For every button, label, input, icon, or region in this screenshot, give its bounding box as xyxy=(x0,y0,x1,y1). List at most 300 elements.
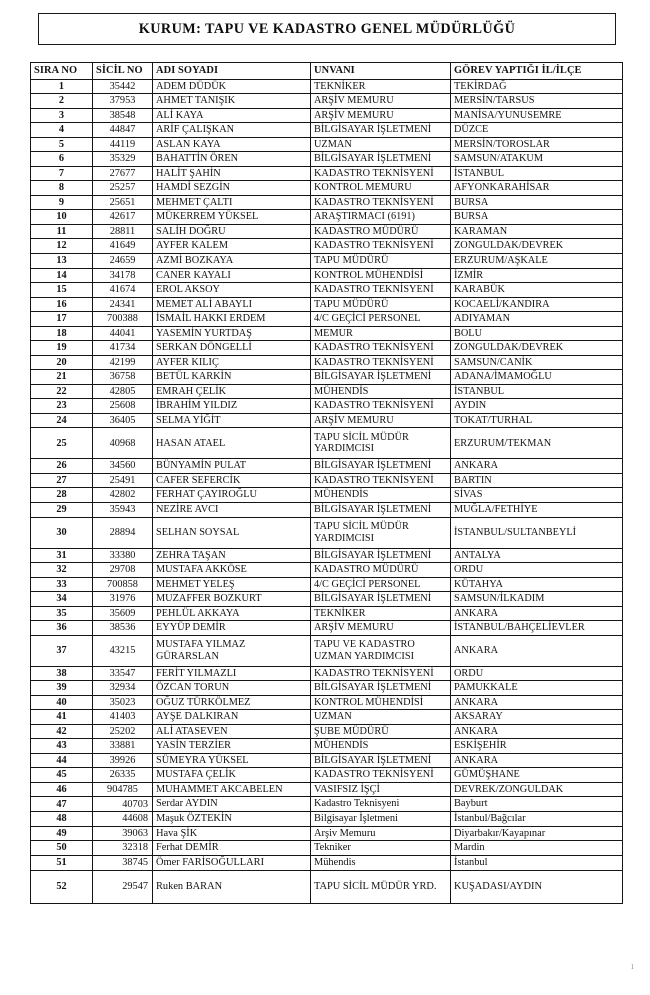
cell-sira-no: 27 xyxy=(31,473,93,488)
cell-unvani: Bilgisayar İşletmeni xyxy=(311,812,451,827)
institution-title-box xyxy=(38,13,616,45)
cell-sicil-no: 39063 xyxy=(93,826,153,841)
cell-sira-no: 42 xyxy=(31,724,93,739)
cell-sicil-no: 25608 xyxy=(93,399,153,414)
cell-unvani: KADASTRO TEKNİSYENİ xyxy=(311,195,451,210)
cell-sira-no: 20 xyxy=(31,355,93,370)
table-header-row xyxy=(31,63,623,80)
cell-gorev-yeri: İZMİR xyxy=(451,268,623,283)
table-row xyxy=(31,826,623,841)
cell-unvani: UZMAN xyxy=(311,710,451,725)
cell-sira-no: 30 xyxy=(31,517,93,548)
cell-sicil-no: 25257 xyxy=(93,181,153,196)
table-row xyxy=(31,355,623,370)
cell-gorev-yeri: DEVREK/ZONGULDAK xyxy=(451,782,623,797)
cell-gorev-yeri: ANKARA xyxy=(451,635,623,666)
cell-unvani: TAPU MÜDÜRÜ xyxy=(311,297,451,312)
table-row xyxy=(31,710,623,725)
cell-gorev-yeri: KUŞADASI/AYDIN xyxy=(451,870,623,903)
table-row xyxy=(31,592,623,607)
cell-sicil-no: 700858 xyxy=(93,577,153,592)
table-row xyxy=(31,326,623,341)
table-row xyxy=(31,459,623,474)
cell-sira-no: 11 xyxy=(31,224,93,239)
cell-adi-soyadi: FERHAT ÇAYIROĞLU xyxy=(153,488,311,503)
cell-unvani: KADASTRO TEKNİSYENİ xyxy=(311,666,451,681)
cell-gorev-yeri: BARTIN xyxy=(451,473,623,488)
cell-gorev-yeri: BURSA xyxy=(451,195,623,210)
cell-sira-no: 52 xyxy=(31,870,93,903)
cell-unvani: MÜHENDİS xyxy=(311,384,451,399)
table-row xyxy=(31,621,623,636)
cell-unvani: BİLGİSAYAR İŞLETMENİ xyxy=(311,370,451,385)
cell-gorev-yeri: TOKAT/TURHAL xyxy=(451,413,623,428)
cell-sicil-no: 35329 xyxy=(93,152,153,167)
cell-unvani: KONTROL MEMURU xyxy=(311,181,451,196)
cell-sira-no: 7 xyxy=(31,166,93,181)
cell-sicil-no: 38536 xyxy=(93,621,153,636)
table-row xyxy=(31,841,623,856)
cell-adi-soyadi: ADEM DÜDÜK xyxy=(153,79,311,94)
cell-sira-no: 19 xyxy=(31,341,93,356)
cell-adi-soyadi: ALİ ATASEVEN xyxy=(153,724,311,739)
column-header-gorev-yeri: GÖREV YAPTIĞI İL/İLÇE xyxy=(451,63,623,80)
cell-unvani: UZMAN xyxy=(311,137,451,152)
cell-sira-no: 12 xyxy=(31,239,93,254)
cell-gorev-yeri: KARAMAN xyxy=(451,224,623,239)
cell-sira-no: 24 xyxy=(31,413,93,428)
cell-adi-soyadi: SELHAN SOYSAL xyxy=(153,517,311,548)
cell-gorev-yeri: İstanbul xyxy=(451,856,623,871)
cell-sicil-no: 26335 xyxy=(93,768,153,783)
cell-gorev-yeri: ERZURUM/AŞKALE xyxy=(451,254,623,269)
cell-sira-no: 28 xyxy=(31,488,93,503)
cell-adi-soyadi: HALİT ŞAHİN xyxy=(153,166,311,181)
cell-unvani: Mühendis xyxy=(311,856,451,871)
table-row xyxy=(31,606,623,621)
table-row xyxy=(31,870,623,903)
cell-adi-soyadi: ASLAN KAYA xyxy=(153,137,311,152)
cell-sicil-no: 35943 xyxy=(93,502,153,517)
cell-sira-no: 34 xyxy=(31,592,93,607)
cell-adi-soyadi: YASİN TERZİER xyxy=(153,739,311,754)
cell-sicil-no: 32318 xyxy=(93,841,153,856)
cell-sira-no: 47 xyxy=(31,797,93,812)
cell-unvani: MÜHENDİS xyxy=(311,739,451,754)
table-row xyxy=(31,195,623,210)
cell-adi-soyadi: AHMET TANIŞIK xyxy=(153,94,311,109)
table-row xyxy=(31,577,623,592)
cell-adi-soyadi: Ferhat DEMİR xyxy=(153,841,311,856)
cell-sicil-no: 24341 xyxy=(93,297,153,312)
cell-adi-soyadi: MUZAFFER BOZKURT xyxy=(153,592,311,607)
cell-sira-no: 22 xyxy=(31,384,93,399)
table-row xyxy=(31,254,623,269)
cell-unvani: TEKNİKER xyxy=(311,606,451,621)
cell-gorev-yeri: İSTANBUL/SULTANBEYLİ xyxy=(451,517,623,548)
cell-adi-soyadi: FERİT YILMAZLI xyxy=(153,666,311,681)
cell-unvani: ŞUBE MÜDÜRÜ xyxy=(311,724,451,739)
cell-sicil-no: 35609 xyxy=(93,606,153,621)
cell-sicil-no: 904785 xyxy=(93,782,153,797)
cell-adi-soyadi: Serdar AYDIN xyxy=(153,797,311,812)
table-row xyxy=(31,370,623,385)
table-row xyxy=(31,739,623,754)
table-row xyxy=(31,239,623,254)
cell-adi-soyadi: BETÜL KARKİN xyxy=(153,370,311,385)
table-row xyxy=(31,666,623,681)
cell-gorev-yeri: AFYONKARAHİSAR xyxy=(451,181,623,196)
cell-adi-soyadi: MEHMET YELEŞ xyxy=(153,577,311,592)
table-row xyxy=(31,812,623,827)
cell-sicil-no: 29547 xyxy=(93,870,153,903)
cell-gorev-yeri: ERZURUM/TEKMAN xyxy=(451,428,623,459)
cell-unvani: BİLGİSAYAR İŞLETMENİ xyxy=(311,592,451,607)
cell-gorev-yeri: ANKARA xyxy=(451,459,623,474)
cell-sira-no: 2 xyxy=(31,94,93,109)
cell-gorev-yeri: İSTANBUL xyxy=(451,166,623,181)
page-title: KURUM: TAPU VE KADASTRO GENEL MÜDÜRLÜĞÜ xyxy=(138,20,516,37)
cell-unvani: BİLGİSAYAR İŞLETMENİ xyxy=(311,681,451,696)
cell-gorev-yeri: ESKİŞEHİR xyxy=(451,739,623,754)
cell-sira-no: 1 xyxy=(31,79,93,94)
table-row xyxy=(31,797,623,812)
cell-sira-no: 16 xyxy=(31,297,93,312)
cell-gorev-yeri: ZONGULDAK/DEVREK xyxy=(451,341,623,356)
cell-adi-soyadi: İBRAHİM YILDIZ xyxy=(153,399,311,414)
cell-adi-soyadi: PEHLÜL AKKAYA xyxy=(153,606,311,621)
cell-gorev-yeri: TEKİRDAĞ xyxy=(451,79,623,94)
cell-gorev-yeri: GÜMÜŞHANE xyxy=(451,768,623,783)
cell-sira-no: 51 xyxy=(31,856,93,871)
table-row xyxy=(31,137,623,152)
cell-unvani: KONTROL MÜHENDİSİ xyxy=(311,695,451,710)
table-row xyxy=(31,548,623,563)
table-row xyxy=(31,413,623,428)
cell-unvani: TAPU SİCİL MÜDÜR YARDIMCISI xyxy=(311,428,451,459)
cell-unvani: BİLGİSAYAR İŞLETMENİ xyxy=(311,548,451,563)
cell-adi-soyadi: Ömer FARİSOĞULLARI xyxy=(153,856,311,871)
table-body xyxy=(31,79,623,903)
cell-gorev-yeri: İSTANBUL xyxy=(451,384,623,399)
cell-sira-no: 9 xyxy=(31,195,93,210)
cell-sicil-no: 34178 xyxy=(93,268,153,283)
cell-gorev-yeri: SAMSUN/İLKADIM xyxy=(451,592,623,607)
cell-adi-soyadi: ARİF ÇALIŞKAN xyxy=(153,123,311,138)
cell-adi-soyadi: YASEMİN YURTDAŞ xyxy=(153,326,311,341)
cell-sicil-no: 44119 xyxy=(93,137,153,152)
cell-adi-soyadi: Maşuk ÖZTEKİN xyxy=(153,812,311,827)
cell-gorev-yeri: ADIYAMAN xyxy=(451,312,623,327)
cell-gorev-yeri: ZONGULDAK/DEVREK xyxy=(451,239,623,254)
cell-adi-soyadi: MUSTAFA YILMAZ GÜRARSLAN xyxy=(153,635,311,666)
cell-gorev-yeri: PAMUKKALE xyxy=(451,681,623,696)
cell-sira-no: 17 xyxy=(31,312,93,327)
cell-unvani: 4/C GEÇİCİ PERSONEL xyxy=(311,577,451,592)
page-number: 1 xyxy=(630,963,634,971)
table-row xyxy=(31,695,623,710)
table-row xyxy=(31,517,623,548)
cell-gorev-yeri: KOCAELİ/KANDIRA xyxy=(451,297,623,312)
cell-sira-no: 40 xyxy=(31,695,93,710)
cell-sicil-no: 41734 xyxy=(93,341,153,356)
cell-sicil-no: 33881 xyxy=(93,739,153,754)
cell-unvani: Arşiv Memuru xyxy=(311,826,451,841)
cell-unvani: KONTROL MÜHENDİSİ xyxy=(311,268,451,283)
cell-sicil-no: 28811 xyxy=(93,224,153,239)
cell-gorev-yeri: ORDU xyxy=(451,563,623,578)
cell-sira-no: 8 xyxy=(31,181,93,196)
cell-gorev-yeri: KÜTAHYA xyxy=(451,577,623,592)
cell-sicil-no: 33547 xyxy=(93,666,153,681)
cell-sicil-no: 44608 xyxy=(93,812,153,827)
cell-unvani: KADASTRO MÜDÜRÜ xyxy=(311,224,451,239)
cell-gorev-yeri: MERSİN/TOROSLAR xyxy=(451,137,623,152)
cell-sicil-no: 24659 xyxy=(93,254,153,269)
cell-gorev-yeri: ANKARA xyxy=(451,753,623,768)
table-row xyxy=(31,79,623,94)
cell-gorev-yeri: MUĞLA/FETHİYE xyxy=(451,502,623,517)
cell-unvani: KADASTRO TEKNİSYENİ xyxy=(311,166,451,181)
cell-adi-soyadi: EYYÜP DEMİR xyxy=(153,621,311,636)
table-row xyxy=(31,399,623,414)
cell-unvani: KADASTRO TEKNİSYENİ xyxy=(311,283,451,298)
cell-adi-soyadi: EMRAH ÇELİK xyxy=(153,384,311,399)
cell-adi-soyadi: SERKAN DÖNGELLİ xyxy=(153,341,311,356)
cell-sira-no: 38 xyxy=(31,666,93,681)
column-header-unvani: UNVANI xyxy=(311,63,451,80)
cell-sira-no: 26 xyxy=(31,459,93,474)
cell-sicil-no: 38548 xyxy=(93,108,153,123)
cell-unvani: MÜHENDİS xyxy=(311,488,451,503)
cell-gorev-yeri: MERSİN/TARSUS xyxy=(451,94,623,109)
cell-gorev-yeri: SAMSUN/CANİK xyxy=(451,355,623,370)
table-row xyxy=(31,473,623,488)
cell-unvani: KADASTRO TEKNİSYENİ xyxy=(311,473,451,488)
table-row xyxy=(31,724,623,739)
cell-adi-soyadi: MEMET ALİ ABAYLI xyxy=(153,297,311,312)
cell-sicil-no: 38745 xyxy=(93,856,153,871)
cell-unvani: ARAŞTIRMACI (6191) xyxy=(311,210,451,225)
cell-sicil-no: 40968 xyxy=(93,428,153,459)
table-row xyxy=(31,856,623,871)
cell-unvani: MEMUR xyxy=(311,326,451,341)
cell-gorev-yeri: ANKARA xyxy=(451,724,623,739)
table-row xyxy=(31,210,623,225)
cell-sira-no: 45 xyxy=(31,768,93,783)
cell-sira-no: 21 xyxy=(31,370,93,385)
cell-gorev-yeri: AYDIN xyxy=(451,399,623,414)
cell-sicil-no: 28894 xyxy=(93,517,153,548)
cell-adi-soyadi: OĞUZ TÜRKÖLMEZ xyxy=(153,695,311,710)
cell-sira-no: 31 xyxy=(31,548,93,563)
cell-sira-no: 32 xyxy=(31,563,93,578)
cell-sira-no: 44 xyxy=(31,753,93,768)
cell-adi-soyadi: MUHAMMET AKCABELEN xyxy=(153,782,311,797)
cell-gorev-yeri: Diyarbakır/Kayapınar xyxy=(451,826,623,841)
cell-adi-soyadi: MEHMET ÇALTI xyxy=(153,195,311,210)
table-row xyxy=(31,563,623,578)
cell-adi-soyadi: BÜNYAMİN PULAT xyxy=(153,459,311,474)
cell-sira-no: 41 xyxy=(31,710,93,725)
cell-sicil-no: 35023 xyxy=(93,695,153,710)
cell-adi-soyadi: SALİH DOĞRU xyxy=(153,224,311,239)
cell-unvani: KADASTRO TEKNİSYENİ xyxy=(311,768,451,783)
cell-unvani: KADASTRO TEKNİSYENİ xyxy=(311,355,451,370)
cell-sicil-no: 42617 xyxy=(93,210,153,225)
cell-sira-no: 13 xyxy=(31,254,93,269)
cell-unvani: KADASTRO TEKNİSYENİ xyxy=(311,341,451,356)
cell-adi-soyadi: ZEHRA TAŞAN xyxy=(153,548,311,563)
table-row xyxy=(31,181,623,196)
table-row xyxy=(31,108,623,123)
cell-gorev-yeri: SAMSUN/ATAKUM xyxy=(451,152,623,167)
cell-unvani: Tekniker xyxy=(311,841,451,856)
column-header-sicil-no: SİCİL NO xyxy=(93,63,153,80)
cell-gorev-yeri: Bayburt xyxy=(451,797,623,812)
cell-sicil-no: 25202 xyxy=(93,724,153,739)
cell-sicil-no: 42802 xyxy=(93,488,153,503)
cell-unvani: BİLGİSAYAR İŞLETMENİ xyxy=(311,459,451,474)
table-row xyxy=(31,488,623,503)
table-row xyxy=(31,283,623,298)
cell-sicil-no: 31976 xyxy=(93,592,153,607)
cell-gorev-yeri: ADANA/İMAMOĞLU xyxy=(451,370,623,385)
cell-adi-soyadi: MUSTAFA ÇELİK xyxy=(153,768,311,783)
table-row xyxy=(31,635,623,666)
cell-sicil-no: 34560 xyxy=(93,459,153,474)
cell-sira-no: 4 xyxy=(31,123,93,138)
table-row xyxy=(31,94,623,109)
personnel-table xyxy=(30,62,623,904)
cell-sicil-no: 42805 xyxy=(93,384,153,399)
cell-sira-no: 49 xyxy=(31,826,93,841)
cell-sicil-no: 33380 xyxy=(93,548,153,563)
cell-sira-no: 46 xyxy=(31,782,93,797)
table-header xyxy=(31,63,623,80)
cell-adi-soyadi: AYŞE DALKIRAN xyxy=(153,710,311,725)
cell-sicil-no: 27677 xyxy=(93,166,153,181)
cell-sicil-no: 42199 xyxy=(93,355,153,370)
cell-gorev-yeri: AKSARAY xyxy=(451,710,623,725)
cell-adi-soyadi: Hava ŞİK xyxy=(153,826,311,841)
cell-unvani: BİLGİSAYAR İŞLETMENİ xyxy=(311,753,451,768)
cell-adi-soyadi: NEZİRE AVCI xyxy=(153,502,311,517)
cell-adi-soyadi: HASAN ATAEL xyxy=(153,428,311,459)
cell-gorev-yeri: KARABÜK xyxy=(451,283,623,298)
cell-sira-no: 5 xyxy=(31,137,93,152)
cell-adi-soyadi: AYFER KALEM xyxy=(153,239,311,254)
cell-sira-no: 18 xyxy=(31,326,93,341)
cell-sicil-no: 39926 xyxy=(93,753,153,768)
cell-gorev-yeri: İSTANBUL/BAHÇELİEVLER xyxy=(451,621,623,636)
cell-unvani: TAPU VE KADASTRO UZMAN YARDIMCISI xyxy=(311,635,451,666)
cell-sira-no: 36 xyxy=(31,621,93,636)
cell-unvani: ARŞİV MEMURU xyxy=(311,413,451,428)
cell-sira-no: 37 xyxy=(31,635,93,666)
cell-unvani: Kadastro Teknisyeni xyxy=(311,797,451,812)
cell-unvani: TAPU SİCİL MÜDÜR YRD. xyxy=(311,870,451,903)
cell-sicil-no: 36758 xyxy=(93,370,153,385)
cell-sira-no: 48 xyxy=(31,812,93,827)
table-row xyxy=(31,268,623,283)
cell-gorev-yeri: ANKARA xyxy=(451,606,623,621)
cell-unvani: ARŞİV MEMURU xyxy=(311,108,451,123)
table-row xyxy=(31,312,623,327)
cell-unvani: TAPU SİCİL MÜDÜR YARDIMCISI xyxy=(311,517,451,548)
cell-sira-no: 29 xyxy=(31,502,93,517)
cell-gorev-yeri: BURSA xyxy=(451,210,623,225)
cell-unvani: BİLGİSAYAR İŞLETMENİ xyxy=(311,123,451,138)
cell-unvani: BİLGİSAYAR İŞLETMENİ xyxy=(311,502,451,517)
cell-sira-no: 50 xyxy=(31,841,93,856)
cell-unvani: BİLGİSAYAR İŞLETMENİ xyxy=(311,152,451,167)
column-header-sira-no: SIRA NO xyxy=(31,63,93,80)
cell-sicil-no: 25491 xyxy=(93,473,153,488)
table-row xyxy=(31,224,623,239)
cell-sicil-no: 40703 xyxy=(93,797,153,812)
cell-sicil-no: 41649 xyxy=(93,239,153,254)
cell-unvani: TEKNİKER xyxy=(311,79,451,94)
cell-sira-no: 10 xyxy=(31,210,93,225)
cell-sicil-no: 41674 xyxy=(93,283,153,298)
cell-sicil-no: 25651 xyxy=(93,195,153,210)
cell-sira-no: 25 xyxy=(31,428,93,459)
cell-unvani: 4/C GEÇİCİ PERSONEL xyxy=(311,312,451,327)
table-row xyxy=(31,428,623,459)
cell-sicil-no: 44041 xyxy=(93,326,153,341)
cell-gorev-yeri: ANTALYA xyxy=(451,548,623,563)
cell-adi-soyadi: MÜKERREM YÜKSEL xyxy=(153,210,311,225)
cell-adi-soyadi: ALİ KAYA xyxy=(153,108,311,123)
cell-adi-soyadi: SÜMEYRA YÜKSEL xyxy=(153,753,311,768)
cell-sicil-no: 43215 xyxy=(93,635,153,666)
cell-adi-soyadi: MUSTAFA AKKÖSE xyxy=(153,563,311,578)
cell-gorev-yeri: DÜZCE xyxy=(451,123,623,138)
column-header-adi-soyadi: ADI SOYADI xyxy=(153,63,311,80)
cell-sicil-no: 32934 xyxy=(93,681,153,696)
cell-adi-soyadi: CAFER SEFERCİK xyxy=(153,473,311,488)
table-row xyxy=(31,782,623,797)
cell-sira-no: 6 xyxy=(31,152,93,167)
cell-gorev-yeri: Mardin xyxy=(451,841,623,856)
cell-sira-no: 15 xyxy=(31,283,93,298)
cell-sicil-no: 36405 xyxy=(93,413,153,428)
cell-unvani: KADASTRO TEKNİSYENİ xyxy=(311,399,451,414)
table-row xyxy=(31,768,623,783)
cell-adi-soyadi: BAHATTİN ÖREN xyxy=(153,152,311,167)
cell-adi-soyadi: AYFER KILIÇ xyxy=(153,355,311,370)
table-row xyxy=(31,753,623,768)
table-row xyxy=(31,152,623,167)
cell-gorev-yeri: MANİSA/YUNUSEMRE xyxy=(451,108,623,123)
cell-sira-no: 33 xyxy=(31,577,93,592)
cell-adi-soyadi: CANER KAYALI xyxy=(153,268,311,283)
cell-sicil-no: 29708 xyxy=(93,563,153,578)
cell-gorev-yeri: BOLU xyxy=(451,326,623,341)
cell-gorev-yeri: ANKARA xyxy=(451,695,623,710)
cell-unvani: TAPU MÜDÜRÜ xyxy=(311,254,451,269)
cell-adi-soyadi: AZMİ BOZKAYA xyxy=(153,254,311,269)
cell-sira-no: 39 xyxy=(31,681,93,696)
table-row xyxy=(31,123,623,138)
cell-sicil-no: 700388 xyxy=(93,312,153,327)
cell-unvani: VASIFSIZ İŞÇİ xyxy=(311,782,451,797)
table-row xyxy=(31,166,623,181)
cell-sira-no: 3 xyxy=(31,108,93,123)
cell-unvani: ARŞİV MEMURU xyxy=(311,94,451,109)
cell-adi-soyadi: SELMA YİĞİT xyxy=(153,413,311,428)
